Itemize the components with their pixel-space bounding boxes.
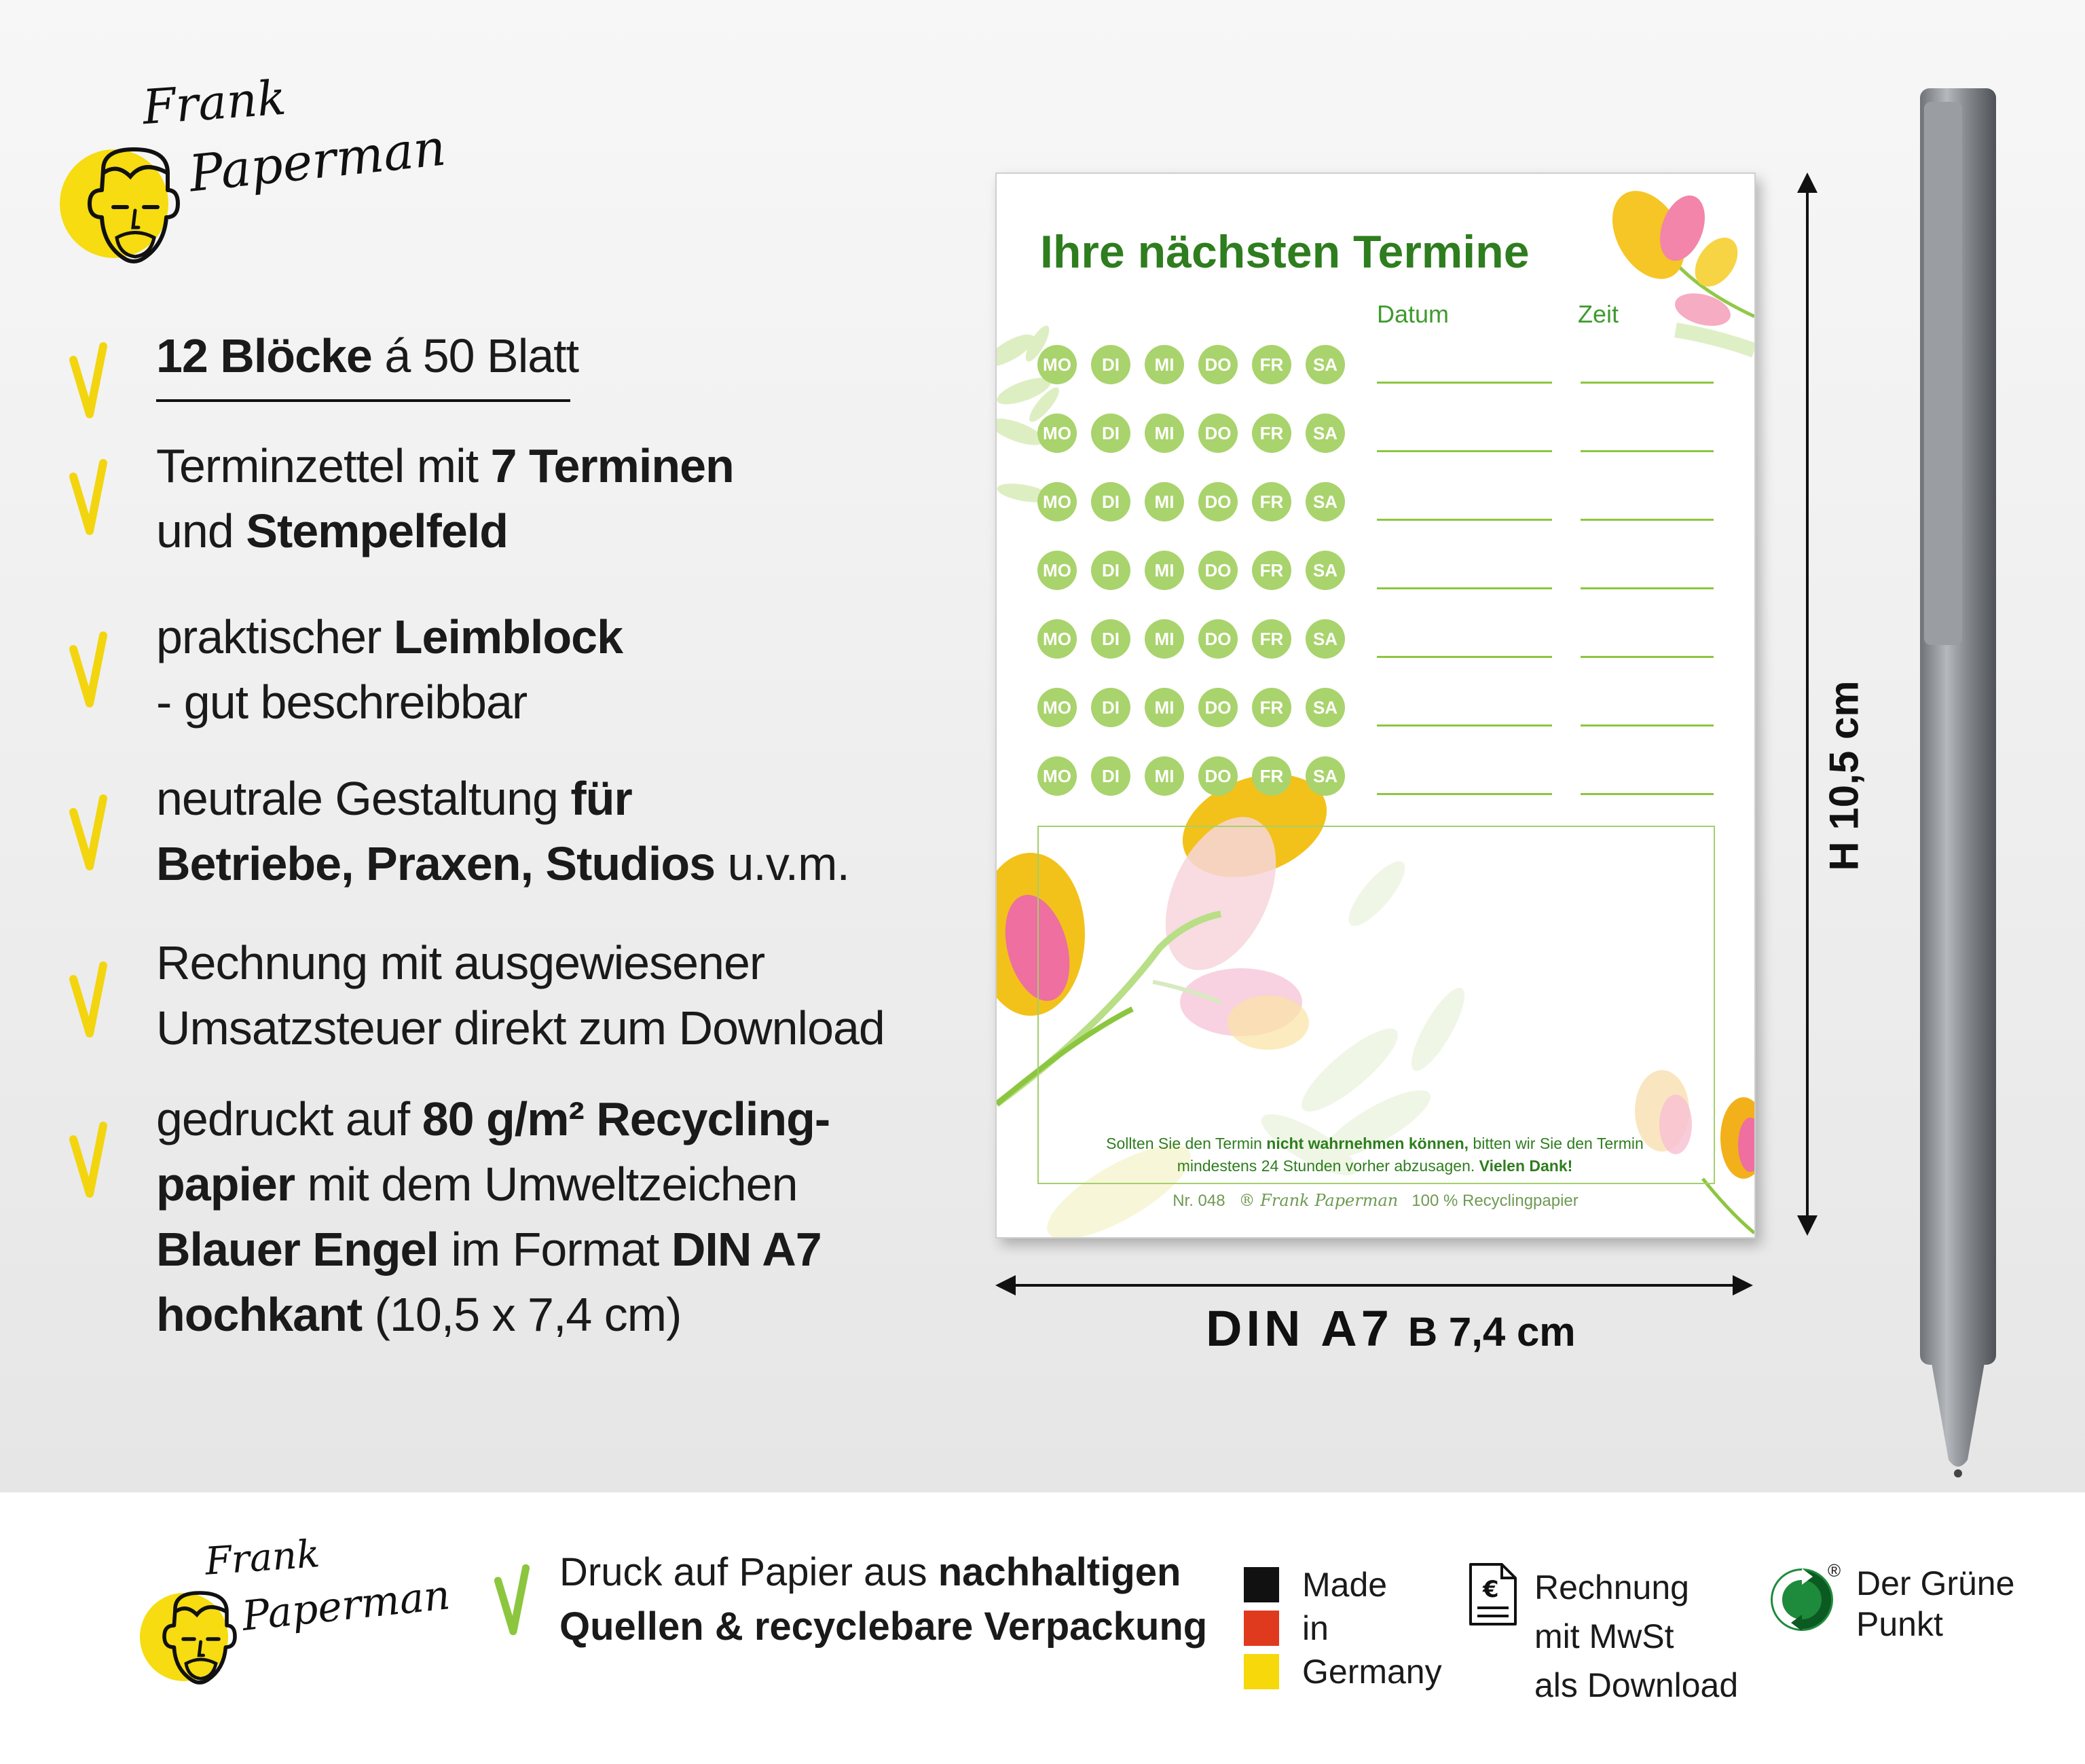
day-circle-do: DO bbox=[1198, 414, 1238, 453]
green-dot-text: Der Grüne Punkt bbox=[1856, 1564, 2015, 1643]
logo-text-frank: Frank bbox=[141, 69, 288, 136]
day-circle-do: DO bbox=[1198, 482, 1238, 521]
day-circle-mo: MO bbox=[1037, 688, 1077, 727]
day-circle-di: DI bbox=[1091, 414, 1130, 453]
green-dot-mark: ® bbox=[1828, 1560, 1841, 1581]
logo-text-paperman: Paperman bbox=[186, 118, 449, 204]
day-circle-mi: MI bbox=[1145, 688, 1184, 727]
pad-title: Ihre nächsten Termine bbox=[1040, 226, 1530, 278]
day-circle-mi: MI bbox=[1145, 345, 1184, 384]
day-circle-di: DI bbox=[1091, 688, 1130, 727]
day-circle-sa: SA bbox=[1306, 551, 1345, 590]
day-circle-do: DO bbox=[1198, 688, 1238, 727]
invoice-text: Rechnung mit MwSt als Download bbox=[1534, 1568, 1739, 1704]
green-dot-icon bbox=[1768, 1566, 1836, 1634]
day-circle-mo: MO bbox=[1037, 345, 1077, 384]
day-circle-di: DI bbox=[1091, 482, 1130, 521]
day-circle-mo: MO bbox=[1037, 551, 1077, 590]
day-circle-fr: FR bbox=[1252, 345, 1291, 384]
day-circle-sa: SA bbox=[1306, 688, 1345, 727]
dimension-height-label: H 10,5 cm bbox=[1821, 680, 1867, 871]
sustainability-text: Druck auf Papier aus nachhaltigen Quellen & recyclebare Verpackung bbox=[559, 1550, 1208, 1649]
check-icon bbox=[493, 1562, 531, 1638]
day-circle-di: DI bbox=[1091, 756, 1130, 796]
day-circle-di: DI bbox=[1091, 345, 1130, 384]
day-circle-mi: MI bbox=[1145, 482, 1184, 521]
made-in-germany: Made in Germany bbox=[1302, 1566, 1442, 1691]
day-circle-fr: FR bbox=[1252, 756, 1291, 796]
day-circle-mi: MI bbox=[1145, 551, 1184, 590]
day-circle-do: DO bbox=[1198, 619, 1238, 659]
day-circle-fr: FR bbox=[1252, 482, 1291, 521]
feature-leimblock: praktischer Leimblock - gut beschreibbar bbox=[156, 610, 623, 729]
day-circle-mi: MI bbox=[1145, 414, 1184, 453]
brand-logo-bottom bbox=[140, 1532, 453, 1692]
pad-footer: Nr. 048 ® Frank Paperman 100 % Recyclingpapier bbox=[1173, 1191, 1579, 1210]
day-circle-mo: MO bbox=[1037, 482, 1077, 521]
day-circle-sa: SA bbox=[1306, 619, 1345, 659]
day-circle-sa: SA bbox=[1306, 414, 1345, 453]
dimension-width-label: DIN A7 B 7,4 cm bbox=[1206, 1300, 1576, 1357]
day-circle-do: DO bbox=[1198, 756, 1238, 796]
feature-rechnung: Rechnung mit ausgewiesener Umsatzsteuer direkt zum Download bbox=[156, 936, 885, 1054]
day-circle-sa: SA bbox=[1306, 345, 1345, 384]
logo-text-frank: Frank bbox=[203, 1532, 322, 1584]
day-circle-fr: FR bbox=[1252, 688, 1291, 727]
day-circle-sa: SA bbox=[1306, 756, 1345, 796]
day-circle-mo: MO bbox=[1037, 414, 1077, 453]
day-circle-fr: FR bbox=[1252, 551, 1291, 590]
svg-text:€: € bbox=[1483, 1576, 1499, 1603]
invoice-icon bbox=[1468, 1562, 1518, 1627]
feature-neutral: neutrale Gestaltung für Betriebe, Praxen, Studios u.v.m. bbox=[156, 772, 849, 890]
flag-black bbox=[1244, 1567, 1279, 1602]
day-circle-di: DI bbox=[1091, 619, 1130, 659]
feature-recycling: gedruckt auf 80 g/m² Recycling- papier mit dem Umweltzeichen Blauer Engel im Format DIN A7 hochkant (10,5 x 7,4 cm) bbox=[156, 1092, 830, 1341]
feature-terminzettel: Terminzettel mit 7 Terminen und Stempelfeld bbox=[156, 439, 734, 557]
day-circle-do: DO bbox=[1198, 345, 1238, 384]
day-circle-sa: SA bbox=[1306, 482, 1345, 521]
flag-red bbox=[1244, 1611, 1279, 1646]
day-circle-fr: FR bbox=[1252, 619, 1291, 659]
col-date-header: Datum bbox=[1377, 300, 1450, 328]
logo-face-icon bbox=[153, 1587, 246, 1696]
day-circle-fr: FR bbox=[1252, 414, 1291, 453]
logo-text-paperman: Paperman bbox=[240, 1571, 453, 1640]
day-circle-do: DO bbox=[1198, 551, 1238, 590]
feature-blocks: 12 Blöcke á 50 Blatt bbox=[156, 329, 579, 382]
day-circle-mo: MO bbox=[1037, 619, 1077, 659]
day-circle-mi: MI bbox=[1145, 756, 1184, 796]
pad-note: Sollten Sie den Termin nicht wahrnehmen können, bitten wir Sie den Termin mindestens 24 Stunden vorher abzusagen. Vielen Dank! bbox=[1106, 1135, 1644, 1175]
day-circle-mi: MI bbox=[1145, 619, 1184, 659]
day-circle-di: DI bbox=[1091, 551, 1130, 590]
day-circle-mo: MO bbox=[1037, 756, 1077, 796]
flag-gold bbox=[1244, 1654, 1279, 1689]
col-time-header: Zeit bbox=[1578, 300, 1619, 328]
